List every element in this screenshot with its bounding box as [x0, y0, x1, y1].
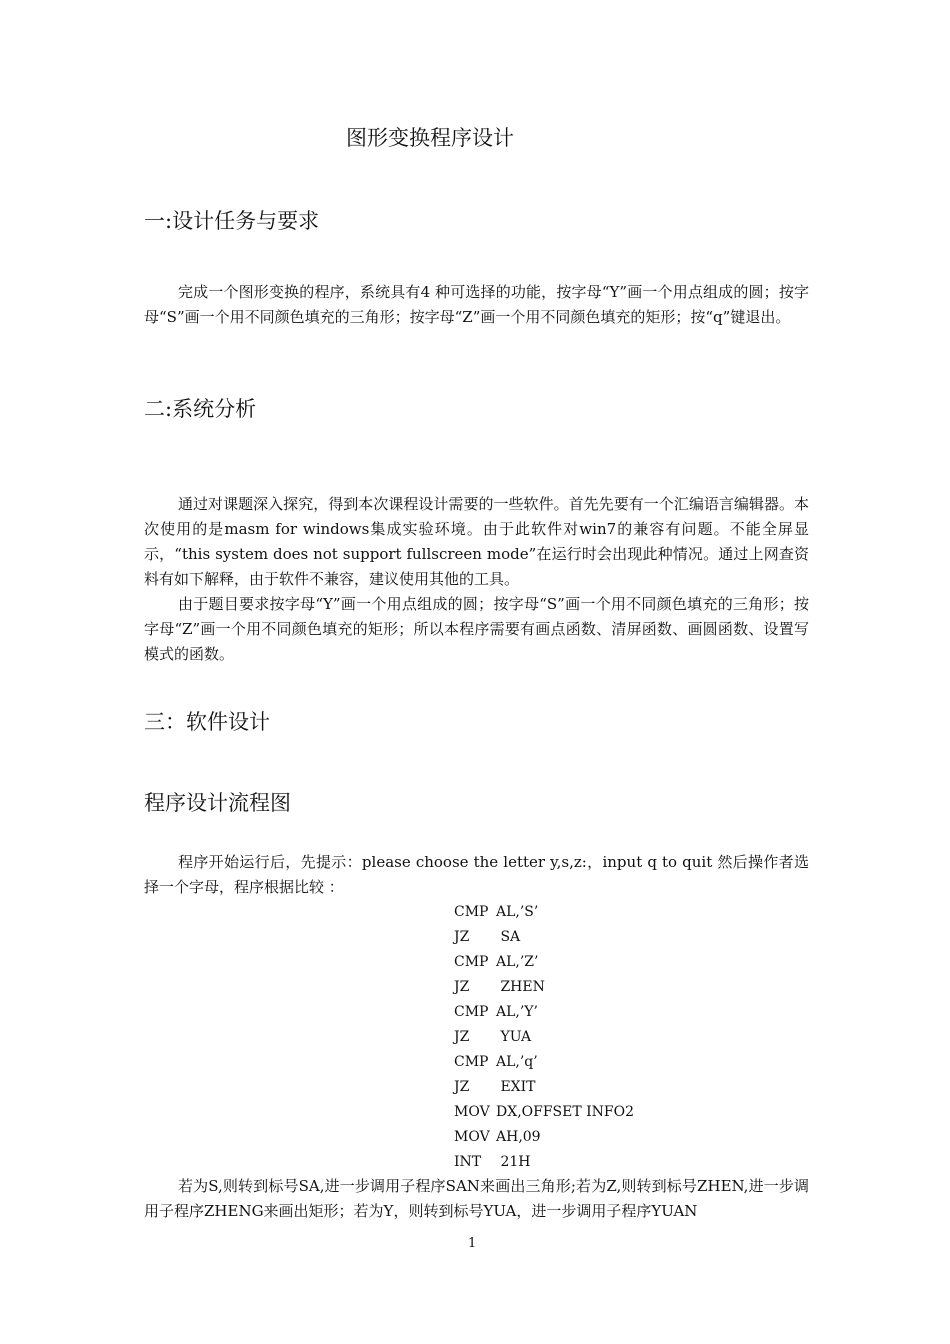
code-opcode: INT	[454, 1154, 482, 1170]
code-opcode: MOV	[454, 1104, 490, 1120]
section-heading-requirements: 一:设计任务与要求	[144, 209, 320, 233]
code-opcode: CMP	[454, 1054, 489, 1070]
requirements-paragraph: 完成一个图形变换的程序，系统具有4 种可选择的功能，按字母“Y”画一个用点组成的圆；按字母“S”画一个用不同颜色填充的三角形；按字母“Z”画一个用不同颜色填充的矩形；按“q”键退出。	[144, 283, 809, 326]
code-line	[454, 900, 634, 925]
code-opcode: CMP	[454, 1004, 489, 1020]
code-opcode: JZ	[454, 1079, 470, 1095]
code-operand: SA	[496, 929, 521, 945]
document-title: 图形变换程序设计	[346, 126, 514, 150]
code-line	[454, 1150, 634, 1175]
code-opcode: CMP	[454, 904, 489, 920]
code-line	[454, 1100, 634, 1125]
code-opcode: JZ	[454, 929, 470, 945]
section-heading-software-design: 三：软件设计	[144, 710, 270, 734]
flow-intro-paragraph: 程序开始运行后，先提示：please choose the letter y,s,z:，input q to quit 然后操作者选择一个字母，程序根据比较 ：	[144, 853, 809, 896]
code-operand: 21H	[496, 1154, 531, 1170]
page-number: 1	[468, 1236, 477, 1251]
code-line	[454, 1050, 634, 1075]
analysis-paragraph-2: 由于题目要求按字母“Y”画一个用点组成的圆；按字母“S”画一个用不同颜色填充的三角形；按字母“Z”画一个用不同颜色填充的矩形；所以本程序需要有画点函数、清屏函数、画圆函数、设置写模式的函数。	[144, 595, 809, 663]
code-line	[454, 975, 634, 1000]
code-line	[454, 950, 634, 975]
code-line	[454, 1075, 634, 1100]
analysis-paragraph-1: 通过对课题深入探究，得到本次课程设计需要的一些软件。首先先要有一个汇编语言编辑器。本次使用的是masm for windows集成实验环境。由于此软件对win7的兼容有问题。不能全屏显示，“this system does not support fullscreen mode”在运行时会出现此种情况。通过上网查资料有如下解释，由于软件不兼容，建议使用其他的工具。	[144, 495, 809, 588]
code-line	[454, 925, 634, 950]
code-operand: DX,OFFSET INFO2	[496, 1104, 635, 1120]
code-operand: EXIT	[496, 1079, 536, 1095]
code-line	[454, 1025, 634, 1050]
code-operand: AH,09	[496, 1129, 541, 1145]
code-operand: ZHEN	[496, 979, 545, 995]
code-opcode: CMP	[454, 954, 489, 970]
flow-branch-paragraph: 若为S,则转到标号SA,进一步调用子程序SAN来画出三角形;若为Z,则转到标号ZHEN,进一步调用子程序ZHENG来画出矩形；若为Y，则转到标号YUA，进一步调用子程序YUAN	[144, 1177, 809, 1220]
code-operand: AL,’Y’	[496, 1004, 538, 1020]
code-opcode: JZ	[454, 1029, 470, 1045]
code-operand: AL,’S’	[496, 904, 539, 920]
code-opcode: MOV	[454, 1129, 490, 1145]
code-opcode: JZ	[454, 979, 470, 995]
code-line	[454, 1000, 634, 1025]
code-operand: AL,’Z’	[496, 954, 539, 970]
section-heading-flowchart: 程序设计流程图	[144, 791, 291, 815]
code-operand: YUA	[496, 1029, 532, 1045]
section-heading-analysis: 二:系统分析	[144, 397, 257, 421]
code-operand: AL,’q’	[496, 1054, 538, 1070]
code-line	[454, 1125, 634, 1150]
code-listing	[454, 900, 634, 1175]
